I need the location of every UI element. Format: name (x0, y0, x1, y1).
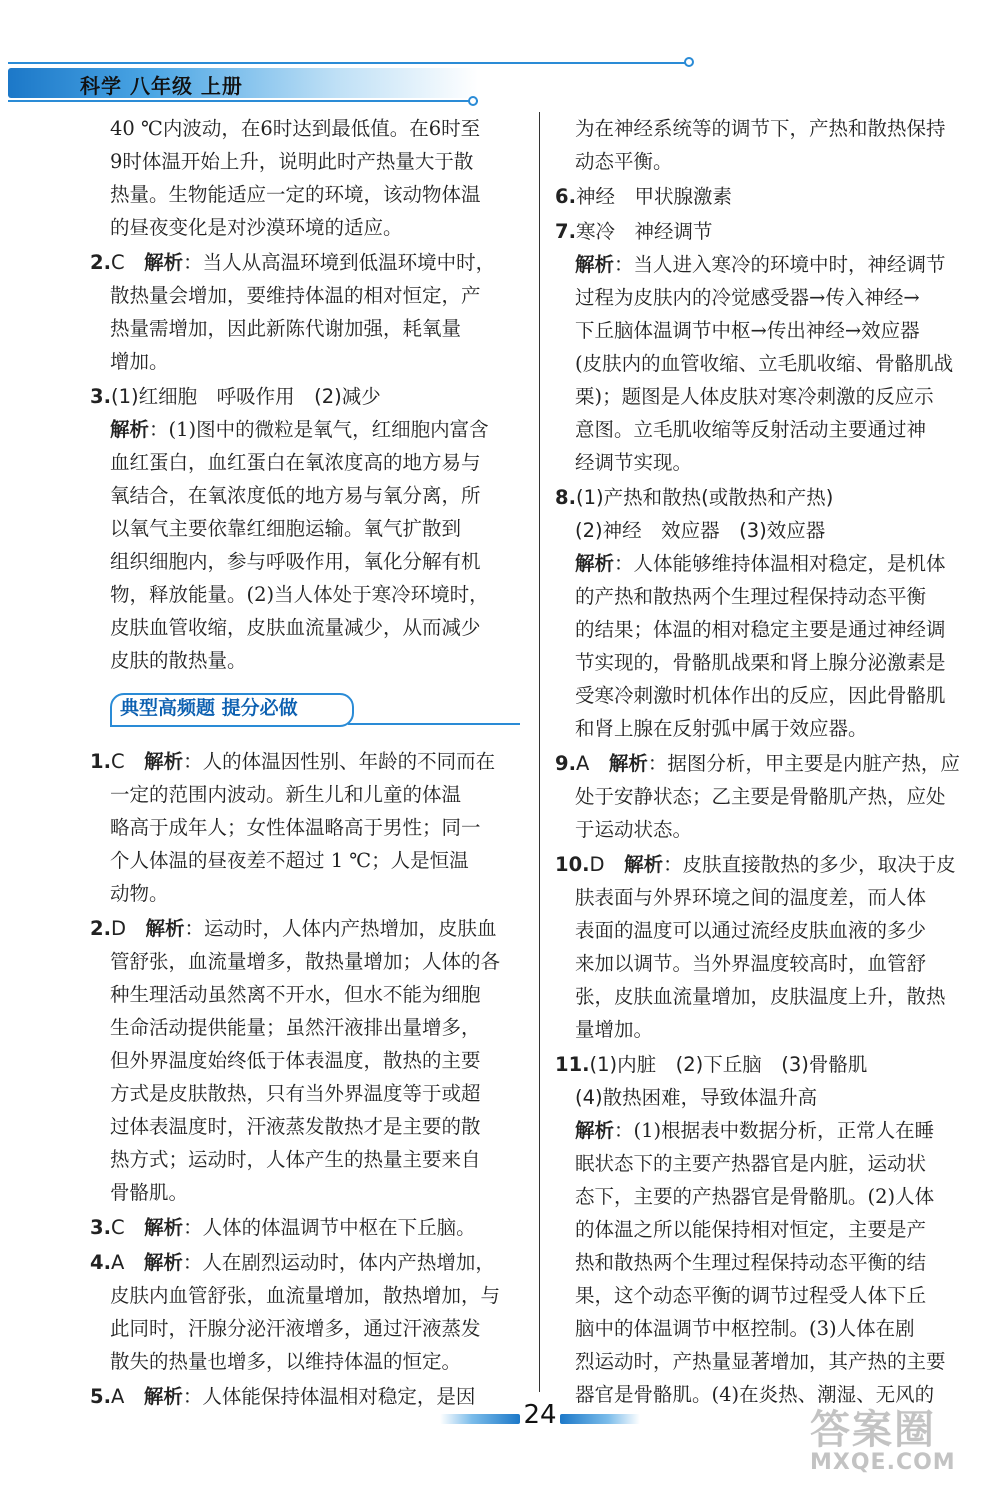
answer-choice: C (110, 1216, 125, 1239)
item-number: 10. (555, 853, 590, 876)
answer-text: (2)神经 效应器 (3)效应器 (575, 519, 826, 542)
text-line: ：运动时，人体内产热增加，皮肤血 (184, 917, 497, 940)
text-line: 的昼夜变化是对沙漠环境的适应。 (110, 216, 403, 239)
answer-choice: A (110, 1385, 125, 1408)
text-line: 40 ℃内波动，在6时达到最低值。在6时至 (110, 117, 481, 140)
text-line: 热和散热两个生理过程保持动态平衡的结 (575, 1251, 927, 1274)
text-line: 散热量会增加，要维持体温的相对恒定，产 (110, 284, 481, 307)
answer-text: (4)散热困难，导致体温升高 (575, 1086, 818, 1109)
analysis-label: 解析 (575, 253, 615, 276)
text-line: 氧结合，在氧浓度低的地方易与氧分离，所 (110, 484, 481, 507)
watermark-logo (810, 1407, 990, 1480)
text-line: 意图。立毛肌收缩等反射活动主要通过神 (575, 418, 927, 441)
text-line: 管舒张，血流量增多，散热量增加；人体的各 (110, 950, 501, 973)
item-number: 2. (90, 251, 111, 274)
text-line: 果，这个动态平衡的调节过程受人体下丘 (575, 1284, 927, 1307)
text-line: 的体温之所以能保持相对恒定，主要是产 (575, 1218, 927, 1241)
text-line: 经调节实现。 (575, 451, 693, 474)
text-line: ：当人从高温环境到低温环境中时， (183, 251, 496, 274)
text-line: 处于安静状态；乙主要是骨骼肌产热，应处 (575, 785, 946, 808)
text-line: 动态平衡。 (575, 150, 673, 173)
page-number: 24 (523, 1400, 557, 1430)
text-line: 态下，主要的产热器官是骨骼肌。(2)人体 (575, 1185, 935, 1208)
text-line: 骨骼肌。 (110, 1181, 189, 1204)
practice-item-7 (555, 215, 995, 479)
analysis-label: 解析 (110, 418, 150, 441)
text-line: 下丘脑体温调节中枢→传出神经→效应器 (575, 319, 920, 342)
text-line: 为在神经系统等的调节下，产热和散热保持 (575, 117, 946, 140)
text-line: 以氧气主要依靠红细胞运输。氧气扩散到 (110, 517, 462, 540)
text-line: 烈运动时，产热量显著增加，其产热的主要 (575, 1350, 946, 1373)
page-number-ornament-right (560, 1414, 640, 1424)
practice-item-9 (555, 747, 995, 846)
item-number: 3. (90, 1216, 111, 1239)
analysis-label: 解析 (608, 752, 648, 775)
header-rule-dot (468, 96, 478, 106)
right-column (555, 112, 995, 1411)
practice-item-2 (90, 912, 530, 1209)
text-line: 热量需增加，因此新陈代谢加强，耗氧量 (110, 317, 462, 340)
text-line: ：当人进入寒冷的环境中时，神经调节 (614, 253, 946, 276)
text-line: ：人的体温因性别、年龄的不同而在 (183, 750, 496, 773)
practice-item-3 (90, 1211, 530, 1244)
header-rule-dot (684, 57, 694, 67)
text-line: ：人体的体温调节中枢在下丘脑。 (183, 1216, 476, 1239)
text-line: 眠状态下的主要产热器官是内脏，运动状 (575, 1152, 927, 1175)
practice-item-6 (555, 180, 995, 213)
practice-item-11 (555, 1048, 995, 1411)
text-line: 略高于成年人；女性体温略高于男性；同一 (110, 816, 481, 839)
text-line: 于运动状态。 (575, 818, 693, 841)
text-line: 量增加。 (575, 1018, 654, 1041)
answer-text: (1)产热和散热(或散热和产热) (575, 486, 834, 509)
text-line: 种生理活动虽然离不开水，但水不能为细胞 (110, 983, 481, 1006)
answer-choice: A (575, 752, 590, 775)
item-number: 1. (90, 750, 111, 773)
column-divider (539, 112, 540, 1392)
text-line: 和肾上腺在反射弧中属于效应器。 (575, 717, 868, 740)
text-line: 来加以调节。当外界温度较高时，血管舒 (575, 952, 927, 975)
practice-item-4 (90, 1246, 530, 1378)
text-line: ：据图分析，甲主要是内脏产热，应 (647, 752, 960, 775)
analysis-label: 解析 (145, 917, 185, 940)
text-line: 肤表面与外界环境之间的温度差，而人体 (575, 886, 927, 909)
text-line: 张，皮肤血流量增加，皮肤温度上升，散热 (575, 985, 946, 1008)
analysis-label: 解析 (575, 552, 615, 575)
text-line: 9时体温开始上升，说明此时产热量大于散 (110, 150, 474, 173)
analysis-label: 解析 (144, 1216, 184, 1239)
item-number: 7. (555, 220, 576, 243)
answer-choice: D (589, 853, 605, 876)
text-line: 受寒冷刺激时机体作出的反应，因此骨骼肌 (575, 684, 946, 707)
intro-paragraph (90, 112, 530, 244)
item-number: 3. (90, 385, 111, 408)
answer-choice: D (110, 917, 126, 940)
item-number: 6. (555, 185, 576, 208)
analysis-label: 解析 (144, 750, 184, 773)
answer-choice: C (110, 750, 125, 773)
header-rule-bottom (8, 100, 478, 102)
text-line: 表面的温度可以通过流经皮肤血液的多少 (575, 919, 927, 942)
text-line: 方式是皮肤散热，只有当外界温度等于或超 (110, 1082, 481, 1105)
text-line: 皮肤的散热量。 (110, 649, 247, 672)
page-number-ornament-left (440, 1414, 520, 1424)
answer-item-2 (90, 246, 530, 378)
text-line: 栗)；题图是人体皮肤对寒冷刺激的反应示 (575, 385, 934, 408)
text-line: 但外界温度始终低于体表温度，散热的主要 (110, 1049, 481, 1072)
analysis-label: 解析 (144, 251, 184, 274)
practice-item-10 (555, 848, 995, 1046)
practice-item-8 (555, 481, 995, 745)
text-line: 过体表温度时，汗液蒸发散热才是主要的散 (110, 1115, 481, 1138)
answer-text: 寒冷 神经调节 (575, 220, 713, 243)
text-line: 组织细胞内，参与呼吸作用，氧化分解有机 (110, 550, 481, 573)
answer-choice: A (110, 1251, 125, 1274)
section-title: 典型高频题 提分必做 (120, 697, 298, 719)
left-column (90, 112, 530, 1413)
text-line: 皮肤内血管舒张，血流量增加，散热增加，与 (110, 1284, 501, 1307)
text-line: ：皮肤直接散热的多少，取决于皮 (663, 853, 956, 876)
text-line: (皮肤内的血管收缩、立毛肌收缩、骨骼肌战 (575, 352, 954, 375)
watermark-url: MXQE.COM (810, 1450, 956, 1475)
book-title: 科学 八年级 上册 (80, 74, 243, 98)
header-band (8, 68, 478, 98)
item-number: 11. (555, 1053, 590, 1076)
text-line: 增加。 (110, 350, 169, 373)
text-line: 物，释放能量。(2)当人体处于寒冷环境时， (110, 583, 489, 606)
section-heading (90, 693, 530, 727)
answer-text: 神经 甲状腺激素 (575, 185, 732, 208)
analysis-label: 解析 (624, 853, 664, 876)
text-line: 皮肤血管收缩，皮肤血流量减少，从而减少 (110, 616, 481, 639)
text-line: 脑中的体温调节中枢控制。(3)人体在剧 (575, 1317, 915, 1340)
item-number: 4. (90, 1251, 111, 1274)
analysis-label: 解析 (575, 1119, 615, 1142)
text-line: 器官是骨骼肌。(4)在炎热、潮湿、无风的 (575, 1383, 935, 1406)
text-line: 热量。生物能适应一定的环境，该动物体温 (110, 183, 481, 206)
analysis-label: 解析 (143, 1385, 183, 1408)
text-line: 个人体温的昼夜差不超过 1 ℃；人是恒温 (110, 849, 469, 872)
text-line: 此同时，汗腺分泌汗液增多，通过汗液蒸发 (110, 1317, 481, 1340)
answer-text: (1)红细胞 呼吸作用 (2)减少 (110, 385, 381, 408)
text-line: ：(1)图中的微粒是氧气，红细胞内富含 (149, 418, 489, 441)
text-line: 节实现的，骨骼肌战栗和肾上腺分泌激素是 (575, 651, 946, 674)
text-line: 动物。 (110, 882, 169, 905)
text-line: 过程为皮肤内的冷觉感受器→传入神经→ (575, 286, 920, 309)
answer-item-3 (90, 380, 530, 677)
item-number: 2. (90, 917, 111, 940)
item-number: 8. (555, 486, 576, 509)
answer-text: (1)内脏 (2)下丘脑 (3)骨骼肌 (589, 1053, 868, 1076)
section-heading-rule (348, 723, 520, 725)
answer-choice: C (110, 251, 125, 274)
page-header (0, 0, 1000, 110)
item-number: 5. (90, 1385, 111, 1408)
text-line: ：(1)根据表中数据分析，正常人在睡 (614, 1119, 935, 1142)
practice-item-1 (90, 745, 530, 910)
watermark-text: 答案圈 (810, 1407, 936, 1453)
text-line: 热方式；运动时，人体产生的热量主要来自 (110, 1148, 481, 1171)
text-line: 一定的范围内波动。新生儿和儿童的体温 (110, 783, 462, 806)
text-line: 生命活动提供能量；虽然汗液排出量增多， (110, 1016, 481, 1039)
text-line: ：人体能保持体温相对稳定，是因 (182, 1385, 476, 1408)
text-line: ：人在剧烈运动时，体内产热增加， (182, 1251, 495, 1274)
text-line: 的结果；体温的相对稳定主要是通过神经调 (575, 618, 946, 641)
item-number: 9. (555, 752, 576, 775)
text-line: 的产热和散热两个生理过程保持动态平衡 (575, 585, 927, 608)
text-line: 血红蛋白，血红蛋白在氧浓度高的地方易与 (110, 451, 481, 474)
continued-paragraph (555, 112, 995, 178)
text-line: ：人体能够维持体温相对稳定，是机体 (614, 552, 946, 575)
header-rule-top (8, 62, 688, 64)
text-line: 散失的热量也增多，以维持体温的恒定。 (110, 1350, 462, 1373)
analysis-label: 解析 (143, 1251, 183, 1274)
